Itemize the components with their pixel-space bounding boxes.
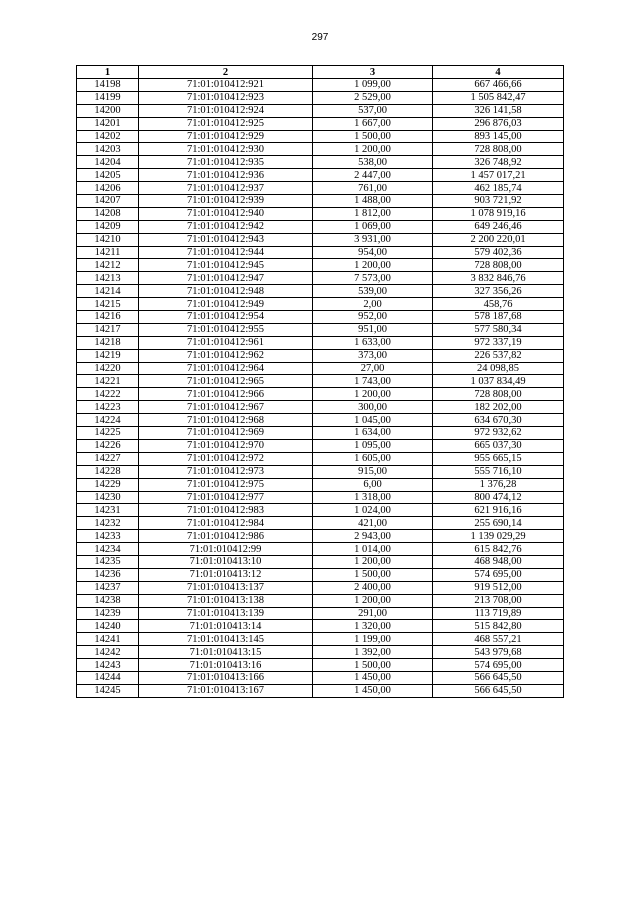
- table-cell: 1 667,00: [313, 117, 433, 130]
- table-cell: 421,00: [313, 517, 433, 530]
- table-cell: 71:01:010412:964: [139, 362, 313, 375]
- table-cell: 71:01:010412:930: [139, 143, 313, 156]
- table-cell: 1 200,00: [313, 143, 433, 156]
- table-row: [77, 401, 564, 414]
- table-row: [77, 568, 564, 581]
- table-cell: 71:01:010412:973: [139, 465, 313, 478]
- column-header: 1: [77, 66, 139, 79]
- table-cell: 71:01:010412:923: [139, 91, 313, 104]
- table-cell: 1 488,00: [313, 195, 433, 208]
- table-cell: 2 200 220,01: [433, 233, 564, 246]
- table-cell: 14201: [77, 117, 139, 130]
- data-table: [76, 65, 564, 698]
- table-cell: 728 808,00: [433, 388, 564, 401]
- table-cell: 1 500,00: [313, 568, 433, 581]
- table-cell: 538,00: [313, 156, 433, 169]
- table-cell: 537,00: [313, 104, 433, 117]
- table-cell: 14204: [77, 156, 139, 169]
- table-cell: 14237: [77, 581, 139, 594]
- table-row: [77, 414, 564, 427]
- table-cell: 903 721,92: [433, 195, 564, 208]
- table-row: [77, 478, 564, 491]
- table-row: [77, 79, 564, 92]
- table-cell: 71:01:010412:970: [139, 439, 313, 452]
- table-cell: 14236: [77, 568, 139, 581]
- table-cell: 71:01:010412:936: [139, 169, 313, 182]
- table-cell: 71:01:010413:137: [139, 581, 313, 594]
- table-row: [77, 543, 564, 556]
- table-row: [77, 104, 564, 117]
- table-row: [77, 195, 564, 208]
- table-cell: 14242: [77, 646, 139, 659]
- table-cell: 14215: [77, 298, 139, 311]
- table-cell: 14240: [77, 620, 139, 633]
- table-cell: 71:01:010412:944: [139, 246, 313, 259]
- table-cell: 1 078 919,16: [433, 207, 564, 220]
- column-header: 2: [139, 66, 313, 79]
- table-cell: 213 708,00: [433, 594, 564, 607]
- table-cell: 2 943,00: [313, 530, 433, 543]
- table-cell: 577 580,34: [433, 323, 564, 336]
- header-row: [77, 66, 564, 79]
- table-cell: 555 716,10: [433, 465, 564, 478]
- table-cell: 71:01:010412:972: [139, 452, 313, 465]
- table-cell: 27,00: [313, 362, 433, 375]
- table-cell: 14222: [77, 388, 139, 401]
- table-cell: 14209: [77, 220, 139, 233]
- table-cell: 326 141,58: [433, 104, 564, 117]
- table-cell: 71:01:010412:948: [139, 285, 313, 298]
- table-cell: 71:01:010413:15: [139, 646, 313, 659]
- page-number: 297: [311, 32, 329, 43]
- table-cell: 71:01:010412:977: [139, 491, 313, 504]
- table-cell: 800 474,12: [433, 491, 564, 504]
- table-cell: 728 808,00: [433, 259, 564, 272]
- table-cell: 291,00: [313, 607, 433, 620]
- table-cell: 634 670,30: [433, 414, 564, 427]
- table-cell: 14210: [77, 233, 139, 246]
- table-cell: 615 842,76: [433, 543, 564, 556]
- table-cell: 14232: [77, 517, 139, 530]
- table-row: [77, 465, 564, 478]
- table-cell: 71:01:010413:145: [139, 633, 313, 646]
- table-cell: 14244: [77, 671, 139, 684]
- table-row: [77, 207, 564, 220]
- table-cell: 71:01:010412:961: [139, 336, 313, 349]
- table-row: [77, 581, 564, 594]
- table-cell: 71:01:010412:965: [139, 375, 313, 388]
- column-header: 3: [313, 66, 433, 79]
- table-cell: 566 645,50: [433, 671, 564, 684]
- table-cell: 14199: [77, 91, 139, 104]
- table-row: [77, 659, 564, 672]
- table-cell: 226 537,82: [433, 349, 564, 362]
- table-row: [77, 555, 564, 568]
- table-cell: 71:01:010412:99: [139, 543, 313, 556]
- table-cell: 665 037,30: [433, 439, 564, 452]
- table-cell: 919 512,00: [433, 581, 564, 594]
- table-cell: 71:01:010412:975: [139, 478, 313, 491]
- table-cell: 1 200,00: [313, 388, 433, 401]
- table-cell: 71:01:010412:935: [139, 156, 313, 169]
- table-cell: 14230: [77, 491, 139, 504]
- table-cell: 1 024,00: [313, 504, 433, 517]
- table-cell: 71:01:010412:962: [139, 349, 313, 362]
- table-cell: 71:01:010412:955: [139, 323, 313, 336]
- table-body: [77, 79, 564, 698]
- table-cell: 2 400,00: [313, 581, 433, 594]
- table-cell: 71:01:010412:984: [139, 517, 313, 530]
- table-cell: 14211: [77, 246, 139, 259]
- table-cell: 14208: [77, 207, 139, 220]
- table-row: [77, 117, 564, 130]
- table-cell: 71:01:010413:10: [139, 555, 313, 568]
- table-row: [77, 530, 564, 543]
- table-cell: 1 069,00: [313, 220, 433, 233]
- table-row: [77, 439, 564, 452]
- table-cell: 71:01:010412:925: [139, 117, 313, 130]
- table-cell: 71:01:010413:166: [139, 671, 313, 684]
- table-cell: 574 695,00: [433, 659, 564, 672]
- table-cell: 14223: [77, 401, 139, 414]
- table-cell: 462 185,74: [433, 182, 564, 195]
- table-cell: 373,00: [313, 349, 433, 362]
- table-cell: 71:01:010412:945: [139, 259, 313, 272]
- table-cell: 296 876,03: [433, 117, 564, 130]
- table-cell: 1 392,00: [313, 646, 433, 659]
- table-cell: 14228: [77, 465, 139, 478]
- table-row: [77, 182, 564, 195]
- table-cell: 14245: [77, 684, 139, 697]
- table-cell: 579 402,36: [433, 246, 564, 259]
- table-cell: 1 505 842,47: [433, 91, 564, 104]
- table-row: [77, 349, 564, 362]
- table-row: [77, 671, 564, 684]
- table-cell: 3 931,00: [313, 233, 433, 246]
- table-cell: 14198: [77, 79, 139, 92]
- table-cell: 574 695,00: [433, 568, 564, 581]
- table-cell: 14241: [77, 633, 139, 646]
- table-row: [77, 259, 564, 272]
- table-cell: 71:01:010412:967: [139, 401, 313, 414]
- table-row: [77, 91, 564, 104]
- table-cell: 14220: [77, 362, 139, 375]
- table-cell: 1 200,00: [313, 555, 433, 568]
- table-row: [77, 620, 564, 633]
- table-cell: 14225: [77, 427, 139, 440]
- table-row: [77, 646, 564, 659]
- table-cell: 728 808,00: [433, 143, 564, 156]
- column-header: 4: [433, 66, 564, 79]
- table-cell: 71:01:010412:969: [139, 427, 313, 440]
- table-cell: 71:01:010413:12: [139, 568, 313, 581]
- table-cell: 1 318,00: [313, 491, 433, 504]
- table-cell: 1 634,00: [313, 427, 433, 440]
- table-cell: 649 246,46: [433, 220, 564, 233]
- table-cell: 113 719,89: [433, 607, 564, 620]
- table-cell: 1 450,00: [313, 671, 433, 684]
- table-cell: 6,00: [313, 478, 433, 491]
- table-cell: 182 202,00: [433, 401, 564, 414]
- table-cell: 951,00: [313, 323, 433, 336]
- table-cell: 621 916,16: [433, 504, 564, 517]
- table-row: [77, 362, 564, 375]
- table-cell: 1 743,00: [313, 375, 433, 388]
- table-cell: 327 356,26: [433, 285, 564, 298]
- table-cell: 1 099,00: [313, 79, 433, 92]
- table-row: [77, 169, 564, 182]
- table-cell: 1 045,00: [313, 414, 433, 427]
- table-row: [77, 633, 564, 646]
- table-row: [77, 285, 564, 298]
- table-cell: 71:01:010412:940: [139, 207, 313, 220]
- table-cell: 14213: [77, 272, 139, 285]
- table-row: [77, 233, 564, 246]
- table-cell: 1 320,00: [313, 620, 433, 633]
- table-row: [77, 607, 564, 620]
- table-cell: 14238: [77, 594, 139, 607]
- table-cell: 3 832 846,76: [433, 272, 564, 285]
- table-cell: 14234: [77, 543, 139, 556]
- table-cell: 539,00: [313, 285, 433, 298]
- table-row: [77, 452, 564, 465]
- table-row: [77, 427, 564, 440]
- table-cell: 71:01:010412:968: [139, 414, 313, 427]
- table-cell: 14217: [77, 323, 139, 336]
- table-cell: 14214: [77, 285, 139, 298]
- table-cell: 761,00: [313, 182, 433, 195]
- table-cell: 71:01:010412:954: [139, 311, 313, 324]
- table-row: [77, 388, 564, 401]
- table-cell: 14243: [77, 659, 139, 672]
- table-cell: 14226: [77, 439, 139, 452]
- table-cell: 515 842,80: [433, 620, 564, 633]
- table-cell: 71:01:010412:949: [139, 298, 313, 311]
- table-cell: 1 199,00: [313, 633, 433, 646]
- table-cell: 14235: [77, 555, 139, 568]
- table-cell: 972 337,19: [433, 336, 564, 349]
- table-cell: 667 466,66: [433, 79, 564, 92]
- table-cell: 954,00: [313, 246, 433, 259]
- table-cell: 2 447,00: [313, 169, 433, 182]
- table-cell: 14227: [77, 452, 139, 465]
- table-cell: 71:01:010412:942: [139, 220, 313, 233]
- table-cell: 1 605,00: [313, 452, 433, 465]
- table-cell: 71:01:010413:167: [139, 684, 313, 697]
- table-cell: 972 932,62: [433, 427, 564, 440]
- table-cell: 1 457 017,21: [433, 169, 564, 182]
- table-cell: 71:01:010413:139: [139, 607, 313, 620]
- table-row: [77, 156, 564, 169]
- table-cell: 468 557,21: [433, 633, 564, 646]
- table-cell: 1 014,00: [313, 543, 433, 556]
- table-cell: 1 633,00: [313, 336, 433, 349]
- table-cell: 14206: [77, 182, 139, 195]
- table-cell: 71:01:010412:929: [139, 130, 313, 143]
- table-cell: 71:01:010413:138: [139, 594, 313, 607]
- table-cell: 14203: [77, 143, 139, 156]
- table-row: [77, 517, 564, 530]
- table-cell: 566 645,50: [433, 684, 564, 697]
- table-cell: 14229: [77, 478, 139, 491]
- table-cell: 14219: [77, 349, 139, 362]
- table-cell: 71:01:010412:924: [139, 104, 313, 117]
- table-cell: 1 812,00: [313, 207, 433, 220]
- table-cell: 14202: [77, 130, 139, 143]
- table-row: [77, 246, 564, 259]
- table-cell: 1 500,00: [313, 659, 433, 672]
- table-cell: 71:01:010412:939: [139, 195, 313, 208]
- table-cell: 14218: [77, 336, 139, 349]
- table-cell: 1 200,00: [313, 259, 433, 272]
- table-row: [77, 298, 564, 311]
- table-cell: 24 098,85: [433, 362, 564, 375]
- table-cell: 14212: [77, 259, 139, 272]
- table-cell: 2,00: [313, 298, 433, 311]
- table-cell: 14233: [77, 530, 139, 543]
- table-cell: 2 529,00: [313, 91, 433, 104]
- table-cell: 326 748,92: [433, 156, 564, 169]
- table-cell: 468 948,00: [433, 555, 564, 568]
- table-row: [77, 684, 564, 697]
- table-cell: 1 500,00: [313, 130, 433, 143]
- table-row: [77, 504, 564, 517]
- table-row: [77, 375, 564, 388]
- table-cell: 1 200,00: [313, 594, 433, 607]
- table-row: [77, 594, 564, 607]
- table-cell: 14200: [77, 104, 139, 117]
- table-cell: 1 450,00: [313, 684, 433, 697]
- table-row: [77, 311, 564, 324]
- table-cell: 14216: [77, 311, 139, 324]
- table-cell: 71:01:010412:983: [139, 504, 313, 517]
- table-cell: 14224: [77, 414, 139, 427]
- table-row: [77, 272, 564, 285]
- table-cell: 14239: [77, 607, 139, 620]
- table-cell: 14221: [77, 375, 139, 388]
- table-cell: 458,76: [433, 298, 564, 311]
- table-cell: 1 376,28: [433, 478, 564, 491]
- table-cell: 14231: [77, 504, 139, 517]
- table-cell: 952,00: [313, 311, 433, 324]
- table-cell: 71:01:010413:16: [139, 659, 313, 672]
- table-cell: 14207: [77, 195, 139, 208]
- table-cell: 71:01:010412:966: [139, 388, 313, 401]
- table-row: [77, 336, 564, 349]
- table-cell: 71:01:010412:943: [139, 233, 313, 246]
- table-cell: 71:01:010412:947: [139, 272, 313, 285]
- table-row: [77, 323, 564, 336]
- table-cell: 893 145,00: [433, 130, 564, 143]
- table-cell: 955 665,15: [433, 452, 564, 465]
- table-cell: 14205: [77, 169, 139, 182]
- table-cell: 71:01:010413:14: [139, 620, 313, 633]
- table-cell: 255 690,14: [433, 517, 564, 530]
- table-cell: 1 139 029,29: [433, 530, 564, 543]
- table-cell: 7 573,00: [313, 272, 433, 285]
- table-row: [77, 220, 564, 233]
- table-cell: 71:01:010412:921: [139, 79, 313, 92]
- table-cell: 1 037 834,49: [433, 375, 564, 388]
- table-row: [77, 143, 564, 156]
- table-cell: 71:01:010412:986: [139, 530, 313, 543]
- table-row: [77, 491, 564, 504]
- table-row: [77, 130, 564, 143]
- table-cell: 300,00: [313, 401, 433, 414]
- table-cell: 915,00: [313, 465, 433, 478]
- table-cell: 71:01:010412:937: [139, 182, 313, 195]
- table-cell: 543 979,68: [433, 646, 564, 659]
- table-cell: 578 187,68: [433, 311, 564, 324]
- table-cell: 1 095,00: [313, 439, 433, 452]
